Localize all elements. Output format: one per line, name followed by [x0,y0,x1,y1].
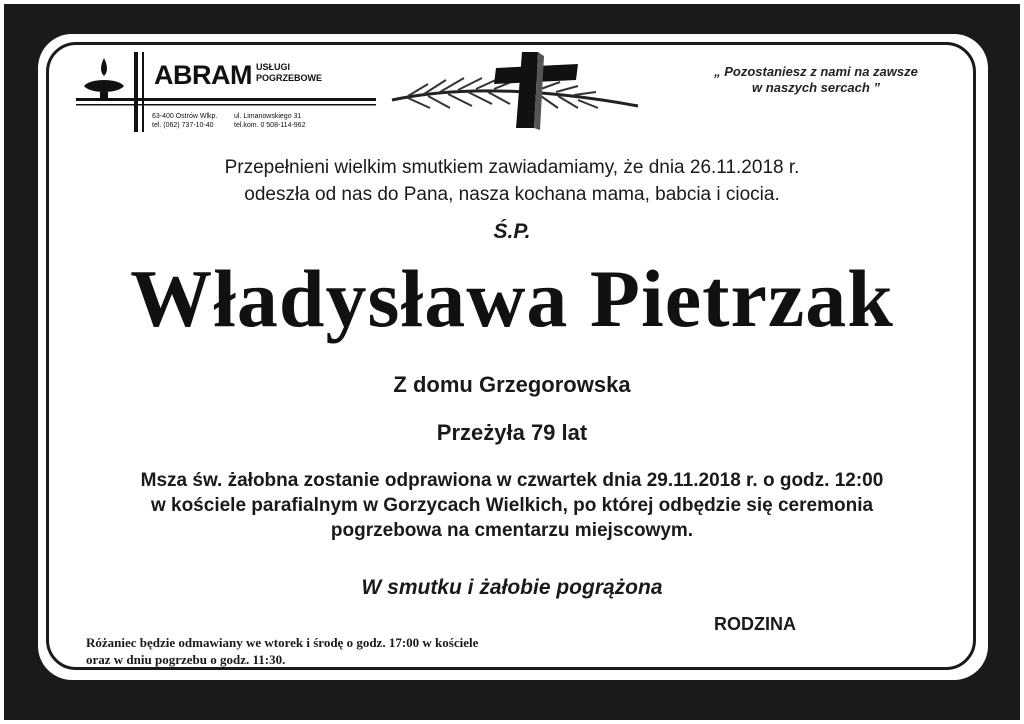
logo-subtitle [256,62,322,84]
logo-subtitle-line2: POGRZEBOWE [256,73,323,83]
announcement [0,154,1024,208]
announcement-line1: Przepełnieni wielkim smutkiem zawiadamiamy, że dnia 26.11.2018 r. [224,157,800,178]
memorial-quote [696,64,936,96]
maiden-name: Z domu Grzegorowska [393,372,631,397]
logo-subtitle-line1: USŁUGI [256,62,291,72]
funeral-home-logo [76,52,376,136]
rosary-line1: Różaniec będzie odmawiany we wtorek i środę o godz. 17:00 w kościele [86,635,479,650]
mourning-phrase: W smutku i żałobie pogrążona [361,576,663,599]
age-at-death: Przeżyła 79 lat [436,420,588,445]
address-left-line1: 63-400 Ostrów Wlkp. [152,113,218,120]
mass-line3: pogrzebowa na cmentarzu miejscowym. [330,520,694,541]
mass-information [0,468,1024,543]
address-right-line1: ul. Limanowskiego 31 [234,113,302,120]
rosary-note [86,634,478,668]
logo-name: ABRAM [154,60,252,90]
sp-abbreviation: Ś.P. [493,220,531,243]
mass-line1: Msza św. żałobna zostanie odprawiona w czwartek dnia 29.11.2018 r. o godz. 12:00 [140,470,884,491]
logo-address-right [234,112,305,130]
quote-line2: w naszych sercach ” [752,80,880,95]
mass-line2: w kościele parafialnym w Gorzycach Wielkich, po której odbędzie się ceremonia [150,495,874,516]
address-left-line2: tel. (062) 737-10-40 [152,122,214,129]
cross-with-palm-icon [388,48,644,134]
announcement-line2: odeszła od nas do Pana, nasza kochana mama, babcia i ciocia. [244,184,780,205]
logo-address-left [152,112,217,130]
family-signature: RODZINA [714,614,796,634]
deceased-name: Władysława Pietrzak [130,253,894,344]
address-right-line2: tel.kom. 0 508-114-962 [234,122,306,129]
quote-line1: „ Pozostaniesz z nami na zawsze [714,64,918,79]
rosary-line2: oraz w dniu pogrzebu o godz. 11:30. [86,652,286,667]
